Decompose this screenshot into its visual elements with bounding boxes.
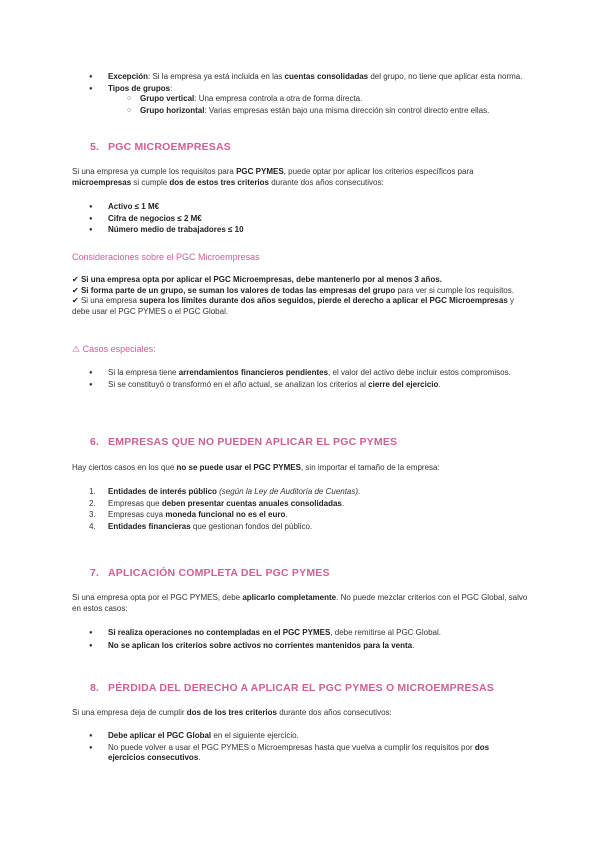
section-title: APLICACIÓN COMPLETA DEL PGC PYMES: [108, 567, 330, 579]
list-item: [72, 225, 528, 236]
text: Si la empresa tiene: [108, 368, 179, 377]
sub-list-item: [72, 106, 528, 117]
criterion: Activo ≤ 1 M€: [108, 202, 160, 211]
text: : Si la empresa ya está incluida en las: [148, 72, 285, 81]
section-title: PGC MICROEMPRESAS: [108, 141, 231, 153]
bold-text: no se puede usar el PGC PYMES: [176, 463, 301, 472]
text: .: [438, 379, 441, 389]
considerations-heading: Consideraciones sobre el PGC Microempresas: [72, 252, 260, 262]
section-number: 5.: [90, 141, 100, 153]
list-item: [72, 368, 528, 379]
list-item: [72, 214, 528, 225]
bold-text: aplicarlo completamente: [242, 593, 337, 602]
section-title: PÉRDIDA DEL DERECHO A APLICAR EL PGC PYMES O MICROEMPRESAS: [108, 682, 494, 694]
section-6-intro: [72, 463, 528, 474]
group-rules-list: [72, 72, 528, 116]
text: No puede volver a usar el PGC PYMES o Microempresas hasta que vuelva a cumplir los requisitos por: [108, 742, 475, 752]
section-number: 7.: [90, 567, 100, 579]
section-7-heading: [90, 568, 330, 579]
text: para ver si cumple los requisitos.: [395, 285, 514, 295]
section-number: 6.: [90, 436, 100, 448]
check-icon: ✔: [72, 296, 79, 306]
section-5-heading: [90, 142, 231, 153]
list-item: [72, 380, 528, 391]
text: durante dos años consecutivos:: [268, 177, 384, 187]
bold-text: microempresas: [72, 177, 132, 187]
text: Empresas que: [108, 498, 162, 508]
list-item: [72, 202, 528, 213]
text: durante dos años consecutivos:: [277, 708, 392, 717]
text: Hay ciertos casos en los que: [72, 463, 177, 472]
criterion: Cifra de negocios ≤ 2 M€: [108, 213, 202, 223]
bold-text: Grupo horizontal: [140, 105, 205, 115]
text: Si una empresa ya cumple los requisitos para: [72, 167, 237, 176]
bold-text: Entidades financieras: [108, 521, 191, 531]
consideration-item: [72, 296, 528, 317]
item-number: 1.: [89, 487, 96, 496]
bold-text: Debe aplicar el PGC Global: [108, 731, 212, 740]
bold-text: PGC PYMES: [236, 167, 284, 176]
text: Si una empresa: [80, 296, 140, 306]
text: , el valor del activo debe incluir estos compromisos.: [328, 368, 511, 377]
bold-text: No se aplican los criterios sobre activos no corrientes mantenidos para la venta: [108, 640, 413, 650]
text: Si una empresa deja de cumplir: [72, 708, 187, 717]
list-item: [72, 731, 528, 742]
text: que gestionan fondos del público.: [190, 521, 313, 531]
list-item: [72, 84, 528, 95]
section-8-intro: [72, 708, 528, 719]
section-7-intro: [72, 593, 528, 614]
item-number: 3.: [89, 510, 96, 520]
bold-text: deben presentar cuentas anuales consolidadas: [161, 498, 342, 508]
section-5-intro: [72, 167, 528, 188]
text: .: [358, 487, 361, 496]
text: : Una empresa controla a otra de forma directa.: [194, 94, 363, 104]
consideration-item: [72, 275, 528, 286]
list-item: [72, 499, 528, 510]
text: en el siguiente ejercicio.: [211, 731, 299, 740]
text: .: [198, 753, 201, 763]
list-item: [72, 641, 528, 652]
list-item: [72, 510, 528, 521]
item-number: 4.: [89, 521, 96, 531]
exceptions-list: [72, 628, 528, 651]
bold-text: arrendamientos financieros pendientes: [178, 368, 329, 377]
bold-text: cuentas consolidadas: [284, 72, 369, 81]
bold-text: moneda funcional no es el euro: [165, 510, 286, 520]
bold-text: Si forma parte de un grupo, se suman los valores de todas las empresas del grupo: [80, 285, 396, 295]
item-number: 2.: [89, 498, 96, 508]
bold-text: supera los límites durante dos años seguidos, pierde el derecho a aplicar el PGC Microempresas: [139, 296, 508, 306]
list-item: [72, 487, 528, 498]
check-icon: ✔: [72, 285, 79, 295]
section-8-heading: [90, 683, 494, 694]
special-cases-list: [72, 368, 528, 390]
text: .: [285, 510, 288, 520]
exception-label: Excepción: [108, 72, 149, 81]
check-icon: ✔: [72, 275, 79, 284]
section-number: 8.: [90, 682, 100, 694]
text: Si se constituyó o transformó en el año actual, se analizan los criterios al: [108, 379, 369, 389]
section-6-heading: [90, 437, 397, 448]
groups-label: Tipos de grupos: [108, 83, 171, 93]
text: Si una empresa opta por el PGC PYMES, debe: [72, 593, 243, 602]
consideration-item: [72, 286, 528, 297]
text: , puede optar por aplicar los criterios específicos para: [283, 167, 474, 176]
bold-text: dos ejercicios consecutivos: [108, 742, 490, 763]
list-item: [72, 628, 528, 639]
sub-list-item: [72, 94, 528, 105]
text: del grupo, no tiene que aplicar esta norma.: [368, 72, 523, 81]
text: si cumple: [131, 177, 170, 187]
text: :: [170, 83, 173, 93]
text: : Varias empresas están bajo una misma dirección sin control directo entre ellas.: [204, 105, 490, 115]
bold-text: cierre del ejercicio: [368, 379, 439, 389]
italic-text: (según la Ley de Auditoría de Cuentas): [216, 487, 359, 496]
section-title: EMPRESAS QUE NO PUEDEN APLICAR EL PGC PYMES: [108, 436, 398, 448]
bold-text: Si una empresa opta por aplicar el PGC Microempresas, debe mantenerlo por al menos 3 años.: [80, 275, 442, 284]
special-cases-heading: ⚠ Casos especiales:: [72, 344, 156, 354]
list-item: [72, 522, 528, 533]
text: y debe usar el PGC PYMES o el PGC Global.: [72, 296, 515, 316]
text: . No puede mezclar criterios con el PGC Global, salvo en estos casos:: [72, 593, 528, 613]
considerations-block: [72, 275, 528, 317]
excluded-entities-list: [72, 487, 528, 532]
text: Empresas cuya: [108, 510, 166, 520]
bold-text: dos de los tres criterios: [186, 708, 277, 717]
bold-text: dos de estos tres criterios: [169, 177, 269, 187]
criteria-list: [72, 202, 528, 236]
criterion: Número medio de trabajadores ≤ 10: [108, 225, 244, 235]
text: , debe remitirse al PGC Global.: [330, 628, 442, 637]
list-item: [72, 72, 528, 83]
consequences-list: [72, 731, 528, 764]
bold-text: Grupo vertical: [140, 94, 195, 104]
text: , sin importar el tamaño de la empresa:: [300, 463, 440, 472]
bold-text: Si realiza operaciones no contempladas en el PGC PYMES: [108, 628, 331, 637]
text: .: [341, 498, 345, 508]
list-item: [72, 743, 528, 764]
bold-text: Entidades de interés público: [108, 487, 217, 496]
text: .: [412, 640, 415, 650]
